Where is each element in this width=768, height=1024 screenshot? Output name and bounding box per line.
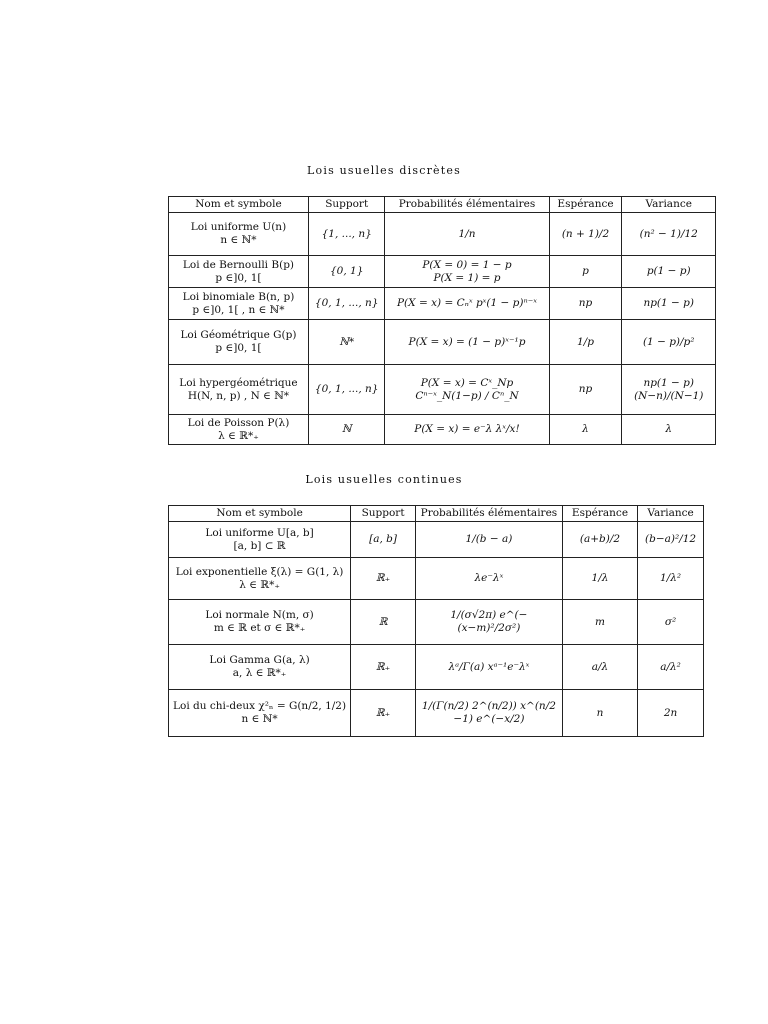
law-name-cell xyxy=(169,256,309,288)
law-name-cell xyxy=(169,288,309,320)
probability-cell xyxy=(385,320,549,365)
probability-line: 1/(Γ(n/2) 2^(n/2)) x^(n/2 −1) e^(−x/2) xyxy=(421,700,556,726)
law-name-line: p ∈]0, 1[ xyxy=(215,342,262,355)
expectation-cell: (a+b)/2 xyxy=(562,522,637,558)
law-name-cell xyxy=(169,522,351,558)
law-name-line: λ ∈ ℝ*₊ xyxy=(239,578,280,591)
probability-cell xyxy=(416,690,563,737)
variance-cell: σ² xyxy=(638,600,704,645)
probability-line: P(X = x) = e⁻λ λˣ/x! xyxy=(414,423,520,436)
law-name-line: Loi exponentielle ξ(λ) = G(1, λ) xyxy=(175,565,344,578)
table-header-row xyxy=(169,506,704,522)
support-cell: ℕ xyxy=(308,415,385,445)
expectation-cell: (n + 1)/2 xyxy=(549,213,622,256)
probability-cell xyxy=(385,256,549,288)
continuous-laws-table xyxy=(168,505,704,737)
table-row xyxy=(169,256,716,288)
expectation-cell: np xyxy=(549,288,622,320)
law-name-line: p ∈]0, 1[ xyxy=(215,271,262,284)
continuous-table-title: Lois usuelles continues xyxy=(305,473,463,486)
support-cell: ℕ* xyxy=(308,320,385,365)
probability-line: 1/(b − a) xyxy=(465,533,513,546)
variance-cell: np(1 − p)(N−n)/(N−1) xyxy=(622,365,716,415)
support-cell: {0, 1, ..., n} xyxy=(308,288,385,320)
law-name-line: p ∈]0, 1[ , n ∈ ℕ* xyxy=(192,303,285,316)
expectation-cell: 1/p xyxy=(549,320,622,365)
column-header: Support xyxy=(308,197,385,213)
probability-cell xyxy=(416,600,563,645)
support-cell: {0, 1, ..., n} xyxy=(308,365,385,415)
support-cell: ℝ xyxy=(351,600,416,645)
column-header: Variance xyxy=(638,506,704,522)
probability-line: 1/n xyxy=(458,227,476,240)
discrete-laws-table xyxy=(168,196,716,445)
law-name-line: Loi hypergéométrique xyxy=(179,376,298,389)
probability-line: λe⁻λˣ xyxy=(474,572,504,585)
law-name-cell xyxy=(169,558,351,600)
support-cell: [a, b] xyxy=(351,522,416,558)
law-name-line: Loi du chi-deux χ²ₙ = G(n/2, 1/2) xyxy=(173,700,347,712)
law-name-line: Loi Géométrique G(p) xyxy=(180,329,297,341)
law-name-cell xyxy=(169,645,351,690)
column-header: Nom et symbole xyxy=(169,506,351,522)
law-name-cell xyxy=(169,320,309,365)
column-header: Espérance xyxy=(562,506,637,522)
variance-cell: np(1 − p) xyxy=(622,288,716,320)
table-row xyxy=(169,365,716,415)
table-row xyxy=(169,415,716,445)
law-name-line: n ∈ ℕ* xyxy=(220,234,257,247)
column-header: Support xyxy=(351,506,416,522)
variance-cell: (b−a)²/12 xyxy=(638,522,704,558)
law-name-line: m ∈ ℝ et σ ∈ ℝ*₊ xyxy=(213,622,306,635)
probability-line: 1/(σ√2π) e^(−(x−m)²/2σ²) xyxy=(450,609,528,635)
variance-cell: 1/λ² xyxy=(638,558,704,600)
law-name-cell xyxy=(169,690,351,737)
law-name-line: Loi uniforme U(n) xyxy=(190,221,287,233)
support-cell: {0, 1} xyxy=(308,256,385,288)
table-row xyxy=(169,558,704,600)
table-header-row xyxy=(169,197,716,213)
expectation-cell: a/λ xyxy=(562,645,637,690)
probability-cell xyxy=(385,213,549,256)
support-cell: ℝ₊ xyxy=(351,690,416,737)
probability-cell xyxy=(385,288,549,320)
law-name-line: a, λ ∈ ℝ*₊ xyxy=(232,667,287,680)
table-row xyxy=(169,213,716,256)
expectation-cell: 1/λ xyxy=(562,558,637,600)
table-row xyxy=(169,690,704,737)
probability-cell xyxy=(416,645,563,690)
probability-cell xyxy=(385,365,549,415)
law-name-line: Loi uniforme U[a, b] xyxy=(205,526,314,539)
law-name-line: Loi de Bernoulli B(p) xyxy=(182,258,295,271)
probability-line: P(X = 1) = p xyxy=(433,271,501,284)
law-name-line: λ ∈ ℝ*₊ xyxy=(218,429,259,442)
probability-cell xyxy=(416,558,563,600)
law-name-line: Loi binomiale B(n, p) xyxy=(182,290,295,303)
law-name-cell xyxy=(169,600,351,645)
probability-line: P(X = 0) = 1 − p xyxy=(422,258,512,271)
law-name-line: Loi Gamma G(a, λ) xyxy=(209,654,310,666)
column-header: Probabilités élémentaires xyxy=(416,506,563,522)
variance-cell: 2n xyxy=(638,690,704,737)
table-row xyxy=(169,600,704,645)
probability-line: λᵃ/Γ(a) xᵃ⁻¹e⁻λˣ xyxy=(448,660,530,673)
variance-cell: (1 − p)/p² xyxy=(622,320,716,365)
expectation-cell: p xyxy=(549,256,622,288)
variance-cell: (n² − 1)/12 xyxy=(622,213,716,256)
column-header: Variance xyxy=(622,197,716,213)
probability-line: P(X = x) = Cₙˣ pˣ(1 − p)ⁿ⁻ˣ xyxy=(396,297,537,310)
law-name-line: n ∈ ℕ* xyxy=(241,713,278,726)
variance-cell: λ xyxy=(622,415,716,445)
probability-line: P(X = x) = (1 − p)ˣ⁻¹p xyxy=(408,335,526,348)
expectation-cell: m xyxy=(562,600,637,645)
probability-cell xyxy=(385,415,549,445)
expectation-cell: n xyxy=(562,690,637,737)
law-name-line: Loi normale N(m, σ) xyxy=(205,609,314,621)
expectation-cell: λ xyxy=(549,415,622,445)
support-cell: ℝ₊ xyxy=(351,558,416,600)
probability-line: P(X = x) = Cˣ_Np Cⁿ⁻ˣ_N(1−p) / Cⁿ_N xyxy=(415,376,519,402)
table-row xyxy=(169,288,716,320)
law-name-line: Loi de Poisson P(λ) xyxy=(187,416,290,429)
support-cell: ℝ₊ xyxy=(351,645,416,690)
discrete-table-title: Lois usuelles discrètes xyxy=(307,164,461,177)
table-row xyxy=(169,645,704,690)
column-header: Espérance xyxy=(549,197,622,213)
column-header: Probabilités élémentaires xyxy=(385,197,549,213)
variance-cell: a/λ² xyxy=(638,645,704,690)
table-row xyxy=(169,522,704,558)
law-name-line: [a, b] ⊂ ℝ xyxy=(233,539,286,552)
column-header: Nom et symbole xyxy=(169,197,309,213)
support-cell: {1, ..., n} xyxy=(308,213,385,256)
expectation-cell: np xyxy=(549,365,622,415)
law-name-cell xyxy=(169,415,309,445)
law-name-cell xyxy=(169,365,309,415)
variance-cell: p(1 − p) xyxy=(622,256,716,288)
law-name-line: H(N, n, p) , N ∈ ℕ* xyxy=(187,389,290,402)
probability-cell xyxy=(416,522,563,558)
law-name-cell xyxy=(169,213,309,256)
table-row xyxy=(169,320,716,365)
